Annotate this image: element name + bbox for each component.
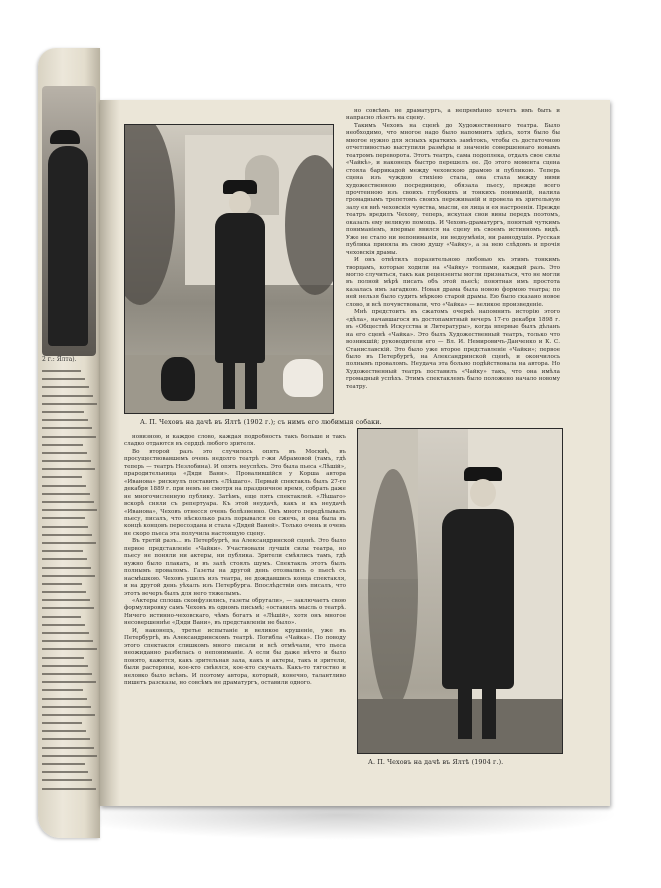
text-line <box>42 640 93 642</box>
text-line <box>42 583 82 585</box>
text-line <box>42 738 90 740</box>
paragraph: Такимъ Чеховъ на сценѣ до Художественнаго театра. Было необходимо, что многое надо было напомнить здѣсь, хотя было бы многое нужно для ясныхъ краткихъ замѣтокъ, чтобы съ достаточною отчетливостью выступили размѣры и значеніе совершеннаго новымъ театромъ переворота. Этотъ театръ, сама подоплека, отдалъ свое силы «Чайкѣ», и наконецъ быстро перешелъ ее. До этого момента сцена стояла баррикадой между чеховскою драмою и публикою. Теперь сцена изъ чуждою стихіею стала, она стала между ними художественною посредницею, обязала пьесу, прежде всего прочтенною изъ своихъ глубокихъ и тонкихъ пониманій, налила громаднымъ трепетомъ своихъ переживаній и провела въ зрительную залу ея внѣ чеховскія чувства, мысли, ея лица и ея настроенія. Прежде театръ вредилъ Чехову, теперь, искупая свои вины передъ поэтомъ, оказалъ ему великую помощь. И Чеховъ-драматургъ, понятый чуткимъ пониманіемъ, впервые явился на сцену въ своемъ истинномъ видѣ. Уже не стало ни непониманія, ни недоумѣнія, ни равнодушія. Русская публика приняла въ свою душу «Чайку», а за нею слѣдомъ и прочія чеховскія драмы. <box>346 122 560 256</box>
photo-chekhov-by-wall <box>357 428 563 754</box>
text-line <box>42 689 83 691</box>
text-line <box>42 624 85 626</box>
text-line <box>42 575 95 577</box>
text-line <box>42 567 91 569</box>
text-line <box>42 468 95 470</box>
text-line <box>42 370 81 372</box>
coat-shape <box>215 213 265 363</box>
text-line <box>42 755 97 757</box>
paragraph: И, наконецъ, третье испытаніе и великое крушеніе, уже въ Петербургѣ, въ Александринскомъ театрѣ. Погибла «Чайка». По поводу этого спектакля слишкомъ много писали и всѣ отмѣчали, что пьеса неожиданно разбилась о непониманіе. А если бы даже нѣчто и было понято, кажется, какъ зрительная зала, какъ и актеры, такъ и зрители, были растеряны, кое-кто смѣялся, кое-кто скучалъ. Какъ-то тягостно и неловко было всѣмъ. И поэтому автора, который, конечно, талантливо пишетъ разсказы, но совсѣмъ не драматургъ, оставили одного. <box>124 627 346 686</box>
book-page <box>100 100 610 806</box>
text-line <box>42 698 87 700</box>
left-facing-page <box>38 48 100 838</box>
text-line <box>42 673 92 675</box>
text-line <box>42 771 88 773</box>
text-line <box>42 616 81 618</box>
paragraph: И онъ отвѣтилъ поразительною любовью къ этимъ тонкимъ творцамъ, которые ходили на «Чайку» толпами, каждый разъ. Это могло случиться, такъ как рецензенты могли признаться, что не могли въ полной мѣрѣ писать объ этой пьесѣ; понятная имъ простота казалась имъ загадкою. Новая драма была новою формою театра; по ней нельзя было судить мѣркою старой драмы. Ею было сказано новое слово, и всѣ почувствовали, что «Чайка» — великое произведеніе. <box>346 257 560 308</box>
text-line <box>42 681 96 683</box>
coat-shape <box>442 509 514 689</box>
text-line <box>42 657 84 659</box>
paragraph: «Актеры сплошь сконфузились, газеты обругали», — заключаетъ свою формулировку самъ Чеховъ въ одномъ письмѣ; «оставилъ мысль о театрѣ. Ничего истинно-чеховскаго, чѣмъ богатъ и «Лѣшій», хотя онъ многое несовершеннѣе «Дяди Вани», въ представленіи не было». <box>124 597 346 627</box>
text-line <box>42 550 83 552</box>
caption-top-photo: А. П. Чеховъ на дачѣ въ Ялтѣ (1902 г.); съ нимъ его любимыя собаки. <box>140 418 382 426</box>
text-line <box>42 763 85 765</box>
paragraph: Во второй разъ это случилось опять въ Москвѣ, въ просуществовавшемъ очень недолго театрѣ г-жи Абрамовой (тамъ, гдѣ теперь — театръ Незлобина). И опять неуспѣхъ. Это была пьеса «Лѣшій», прародительница «Дяди Вани». Провалившійся у Корша автора «Иванова» рискнулъ поставить «Лѣшаго». Первый спектакль былъ 27-го декабря 1889 г. при немъ не смотря на праздничное время, собрать даже не многочисленную публику. Затѣмъ, еще пять спектаклей. «Лѣшаго» вскорѣ сняли съ репертуара. Къ этой неудачѣ, какъ и къ неудачѣ «Иванова», Чеховъ отнесся очень болѣзненно. Онъ много передѣлывалъ пьесу, писалъ, что нѣсколько разъ порывался ее сжечь, и она была въ концѣ концовъ пересоздана и стала «Дядей Ваней». Только очень и очень не скоро пьеса эта получила настоящую сцену. <box>124 448 346 537</box>
text-line <box>42 378 85 380</box>
caption-bottom-photo: А. П. Чеховъ на дачѣ въ Ялтѣ (1904 г.). <box>368 758 504 766</box>
paragraph: Въ третій разъ... въ Петербургѣ, на Александринской сценѣ. Это было первое представленіе «Чайки». Участвовали лучшія силы театра, но пьесу не поняли ни актеры, ни публика. Зрители смѣялись тамъ, гдѣ нужно было плакать, и въ залѣ стоялъ шумъ. Спектакль этотъ былъ полнымъ проваломъ. Газеты на другой день отозвались о пьесѣ съ насмѣшкою. Чеховъ ушелъ изъ театра, не дождавшись конца спектакля, и на другой день уѣхалъ изъ Петербурга. Впослѣдствіи онъ писалъ, что этотъ вечеръ былъ для него тяжелымъ. <box>124 538 346 597</box>
text-line <box>42 485 86 487</box>
text-line <box>42 632 89 634</box>
text-line <box>42 452 87 454</box>
text-line <box>42 419 88 421</box>
text-line <box>42 386 89 388</box>
text-line <box>42 558 87 560</box>
text-line <box>42 591 86 593</box>
page-gutter <box>100 100 120 806</box>
head-shape <box>229 191 251 215</box>
left-page-caption: 2 г.: Ялта). <box>42 356 77 363</box>
text-line <box>42 444 83 446</box>
text-line <box>42 730 86 732</box>
leg-left <box>223 361 235 409</box>
text-column-right <box>346 108 560 424</box>
text-line <box>42 509 97 511</box>
leg-right <box>245 361 257 409</box>
text-line <box>42 722 82 724</box>
text-line <box>42 714 95 716</box>
dog-dark <box>161 357 195 401</box>
text-line <box>42 493 90 495</box>
text-line <box>42 517 85 519</box>
text-line <box>42 706 91 708</box>
leg-right <box>482 687 496 739</box>
dog-white <box>283 359 323 397</box>
text-line <box>42 599 90 601</box>
text-line <box>42 501 94 503</box>
left-page-photo <box>42 86 96 356</box>
text-line <box>42 665 88 667</box>
text-column-left <box>124 434 346 790</box>
text-line <box>42 460 91 462</box>
head-shape <box>470 479 496 507</box>
text-line <box>42 427 92 429</box>
text-line <box>42 476 82 478</box>
text-line <box>42 607 94 609</box>
hat-shape <box>50 130 80 144</box>
figure-shape <box>48 146 88 346</box>
text-line <box>42 788 96 790</box>
text-line <box>42 779 92 781</box>
tree-foliage-left <box>124 124 175 305</box>
text-line <box>42 526 88 528</box>
text-line <box>42 395 93 397</box>
paragraph: Мнѣ предстоитъ въ сжатомъ очеркѣ напомнить исторію этого «дѣла», начавшагося въ достопамятный вечеръ 17-го декабря 1898 г. въ «Обществѣ Искусства и Литературы», когда впервые былъ дѣланъ на его сценѣ «Чайка». Это былъ Художественный театръ, только что возникшій; руководители его — Вл. И. Немировичъ-Данченко и К. С. Станиславскій. Это было уже второе представленіе «Чайки»; первое было въ Петербургѣ, на Александринской сценѣ, и окончилось полнымъ проваломъ. Неудача эта больно подѣйствовала на автора. Но Художественный театръ поставилъ «Чайку» такъ, что она имѣла громадный успѣхъ. Этимъ спектаклемъ было положено начало новому театру. <box>346 309 560 390</box>
text-line <box>42 542 96 544</box>
text-line <box>42 534 92 536</box>
text-line <box>42 403 97 405</box>
text-line <box>42 436 96 438</box>
paragraph: но совсѣмъ не драматургъ, а непремѣнно хочетъ имъ быть и напрасно лѣзетъ на сцену. <box>346 108 560 122</box>
left-page-text <box>42 370 98 810</box>
leg-left <box>458 687 472 739</box>
text-line <box>42 411 84 413</box>
photo-chekhov-with-dogs <box>124 124 334 414</box>
text-line <box>42 648 97 650</box>
paragraph: новизною, и каждое слово, каждая подробность такъ больше и такъ сладко отдаются въ сердцѣ любого зрителя. <box>124 434 346 448</box>
text-line <box>42 747 94 749</box>
climbing-plant <box>368 469 418 709</box>
